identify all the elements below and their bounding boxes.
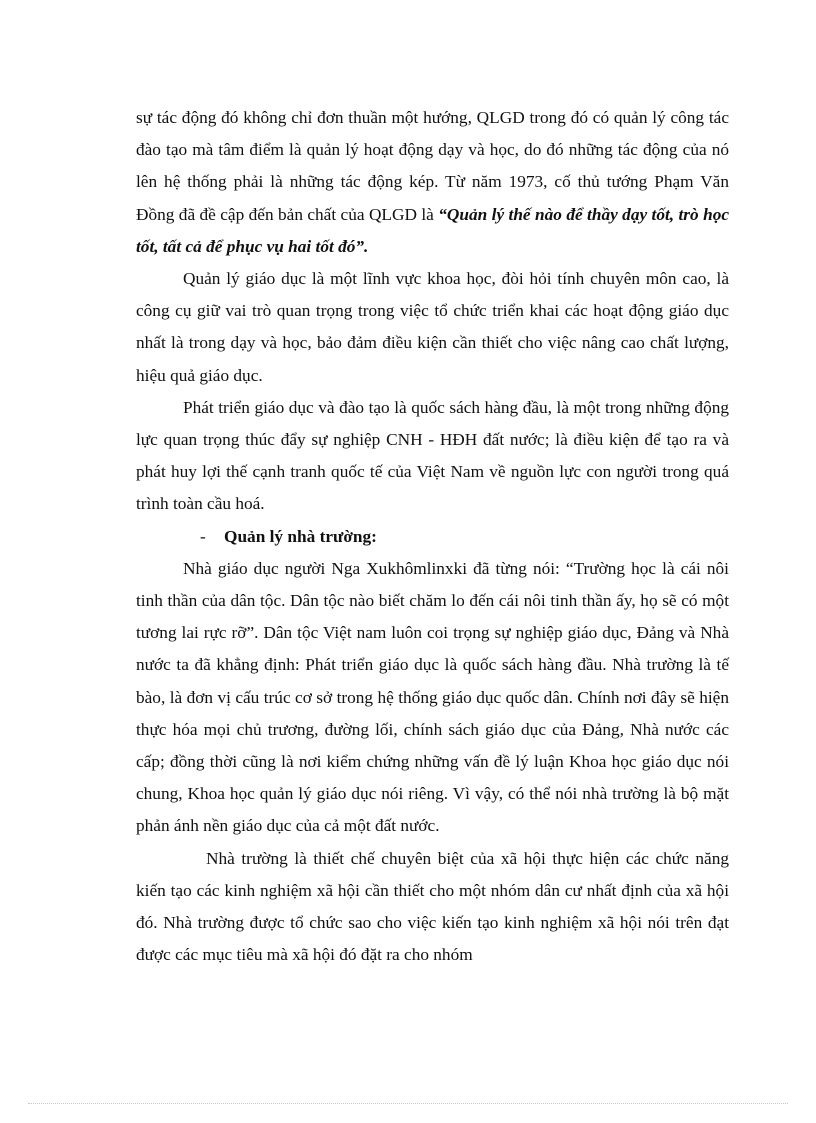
page-bottom-divider	[28, 1103, 788, 1104]
heading-text: Quản lý nhà trường:	[224, 526, 377, 546]
document-body	[136, 102, 729, 971]
section-heading	[136, 521, 729, 553]
paragraph-5: Nhà trường là thiết chế chuyên biệt của xã hội thực hiện các chức năng kiến tạo các kinh nghiệm xã hội cần thiết cho một nhóm dân cư nhất định của xã hội đó. Nhà trường được tổ chức sao cho việc kiến tạo kinh nghiệm xã hội nói trên đạt được các mục tiêu mà xã hội đó đặt ra cho nhóm	[136, 848, 729, 965]
paragraph-4: Nhà giáo dục người Nga Xukhômlinxki đã từng nói: “Trường học là cái nôi tinh thần của dân tộc. Dân tộc nào biết chăm lo đến cái nôi tinh thần ấy, họ sẽ có một tương lai rực rỡ”. Dân tộc Việt nam luôn coi trọng sự nghiệp giáo dục, Đảng và Nhà nước ta đã khẳng định: Phát triển giáo dục là quốc sách hàng đầu. Nhà trường là tế bào, là đơn vị cấu trúc cơ sở trong hệ thống giáo dục quốc dân. Chính nơi đây sẽ hiện thực hóa mọi chủ trương, đường lối, chính sách giáo dục của Đảng, Nhà nước các cấp; đồng thời cũng là nơi kiểm chứng những vấn đề lý luận Khoa học giáo dục nói chung, Khoa học quản lý giáo dục nói riêng. Vì vậy, có thể nói nhà trường là bộ mặt phản ánh nền giáo dục của cả một đất nước.	[136, 558, 729, 836]
heading-dash: -	[200, 526, 206, 546]
paragraph-1-text: sự tác động đó không chỉ đơn thuần một hướng, QLGD trong đó có quản lý công tác đào tạo mà tâm điểm là quản lý hoạt động dạy và học, do đó những tác động của nó lên hệ thống phải là những tác động kép. Từ năm 1973, cố thủ tướng Phạm Văn Đồng đã đề cập đến bản chất của QLGD là	[136, 108, 729, 224]
pham-van-dong-quote: “Quản lý thế nào để thầy dạy tốt, trò học tốt, tất cả để phục vụ hai tốt đó”.	[136, 204, 730, 256]
paragraph-3: Phát triển giáo dục và đào tạo là quốc sách hàng đầu, là một trong những động lực quan trọng thúc đẩy sự nghiệp CNH - HĐH đất nước; là điều kiện để tạo ra và phát huy lợi thế cạnh tranh quốc tế của Việt Nam về nguồn lực con người trong quá trình toàn cầu hoá.	[136, 397, 729, 514]
paragraph-2: Quản lý giáo dục là một lĩnh vực khoa học, đòi hỏi tính chuyên môn cao, là công cụ giữ vai trò quan trọng trong việc tổ chức triển khai các hoạt động giáo dục nhất là trong dạy và học, bảo đảm điều kiện cần thiết cho việc nâng cao chất lượng, hiệu quả giáo dục.	[136, 269, 729, 385]
paragraph-1	[136, 102, 729, 263]
